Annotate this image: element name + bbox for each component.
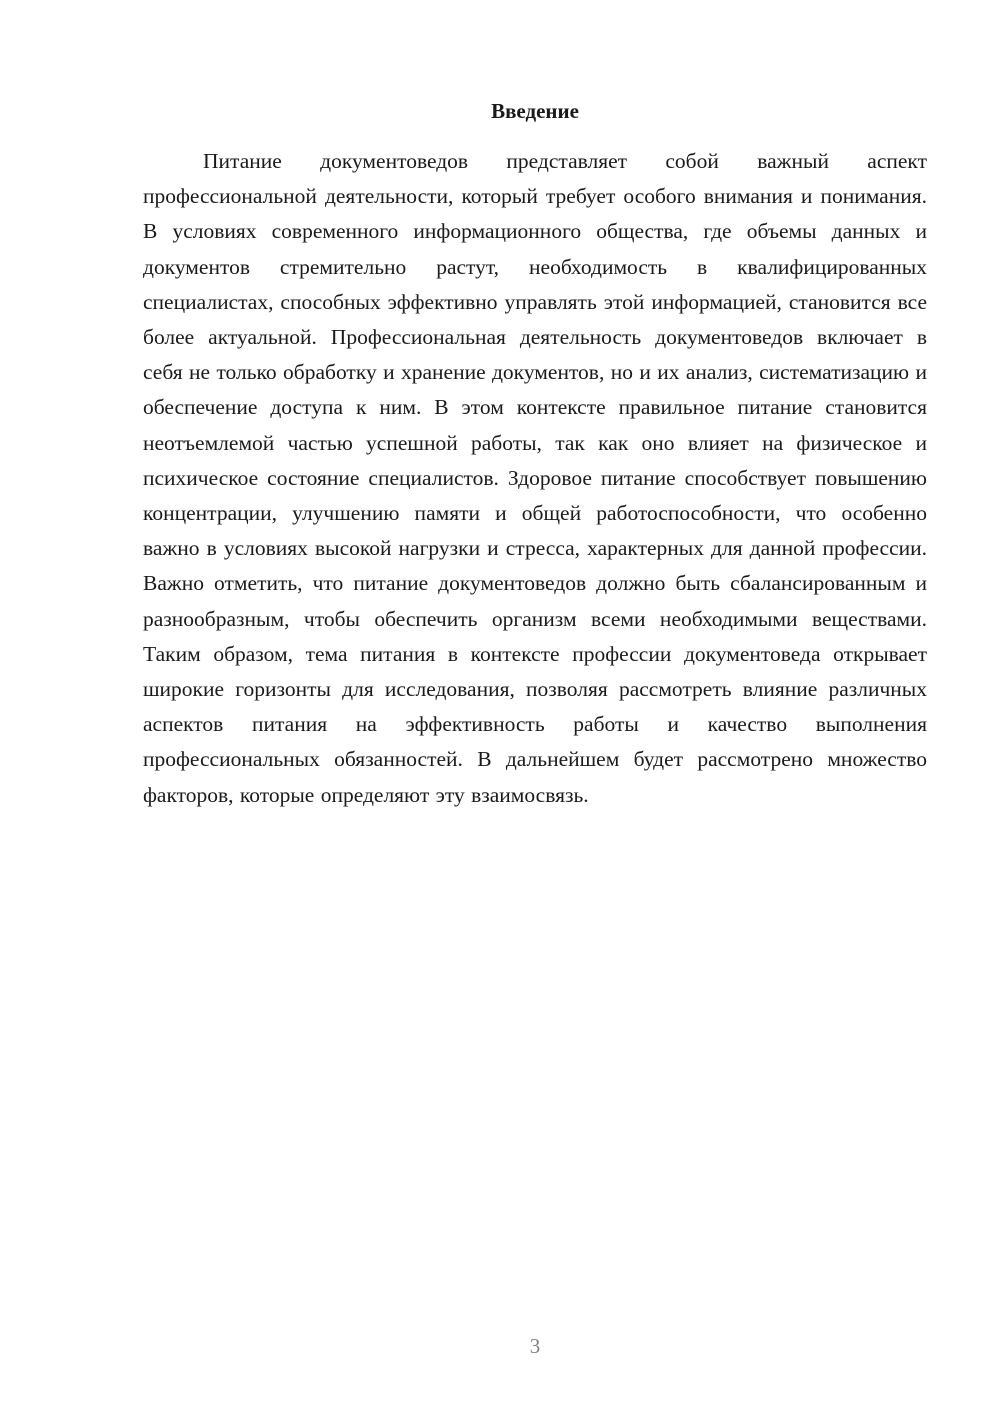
page-number: 3 [529, 1334, 541, 1358]
body-paragraph: Питание документоведов представляет собой важный аспект профессиональной деятельности, который требует особого внимания и понимания. В условиях современного информационного общества, где объемы данных и документов стремительно растут, необходимость в квалифицированных специалистах, способных эффективно управлять этой информацией, становится все более актуальной. Профессиональная деятельность документоведов включает в себя не только обработку и хранение документов, но и их анализ, систематизацию и обеспечение доступа к ним. В этом контексте правильное питание становится неотъемлемой частью успешной работы, так как оно влияет на физическое и психическое состояние специалистов. Здоровое питание способствует повышению концентрации, улучшению памяти и общей работоспособности, что особенно важно в условиях высокой нагрузки и стресса, характерных для данной профессии. Важно отметить, что питание документоведов должно быть сбалансированным и разнообразным, чтобы обеспечить организм всеми необходимыми веществами. Таким образом, тема питания в контексте профессии документоведа открывает широкие горизонты для исследования, позволяя рассмотреть влияние различных аспектов питания на эффективность работы и качество выполнения профессиональных обязанностей. В дальнейшем будет рассмотрено множество факторов, которые определяют эту взаимосвязь. [143, 149, 927, 807]
section-heading: Введение [491, 99, 579, 123]
